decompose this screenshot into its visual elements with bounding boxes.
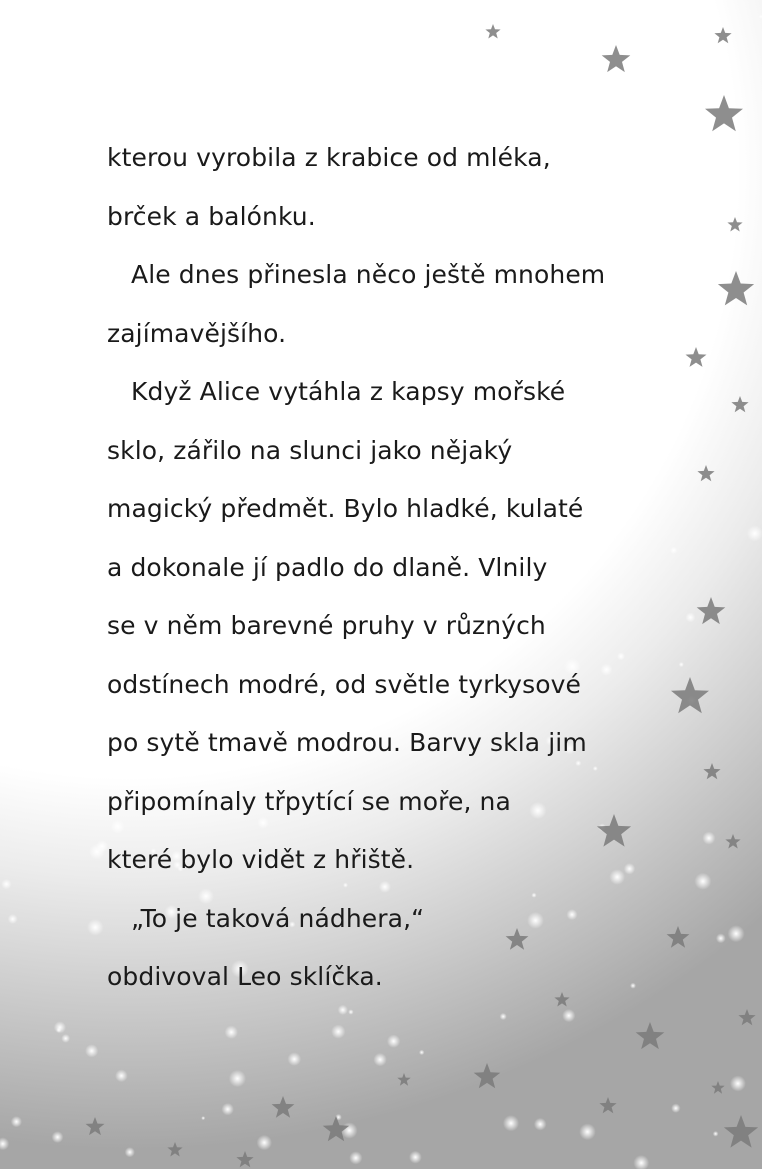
sparkle (387, 1035, 400, 1048)
text-line: po sytě tmavě modrou. Barvy skla jim (107, 728, 587, 757)
sparkle (85, 1044, 98, 1057)
sparkle (331, 1025, 345, 1039)
sparkle (229, 1070, 246, 1087)
sparkle (531, 893, 536, 898)
text-line: se v něm barevné pruhy v různých (107, 611, 546, 640)
text-line: připomínaly třpytící se moře, na (107, 786, 511, 816)
sparkle (529, 802, 546, 819)
sparkle (713, 1131, 719, 1137)
text-line: kterou vyrobila z krabice od mléka, (107, 143, 551, 172)
text-line: které bylo vidět z hřiště. (107, 845, 415, 874)
sparkle (562, 1009, 575, 1022)
sparkle (694, 873, 711, 890)
sparkle (409, 1151, 422, 1164)
sparkle (679, 662, 684, 667)
text-line: obdivoval Leo sklíčka. (107, 962, 383, 991)
sparkle (343, 883, 348, 888)
sparkle (593, 766, 598, 771)
sparkle (373, 1053, 386, 1066)
text-line: a dokonale jí padlo do dlaně. Vlnily (107, 552, 548, 582)
sparkle (671, 1104, 680, 1113)
sparkle (702, 832, 715, 845)
text-line: brček a balónku. (107, 201, 316, 231)
sparkle (617, 652, 625, 660)
sparkle (338, 1005, 348, 1015)
text-line: magický předmět. Bylo hladké, kulaté (107, 494, 584, 523)
sparkle (1, 879, 11, 889)
sparkle (685, 612, 695, 622)
sparkle (349, 1151, 362, 1164)
sparkle (630, 983, 636, 989)
sparkle (609, 869, 625, 885)
sparkle (534, 1118, 547, 1131)
sparkle (527, 912, 544, 929)
text-line: sklo, zářilo na slunci jako nějaký (107, 435, 513, 465)
sparkle (201, 1116, 205, 1120)
sparkle (52, 1131, 64, 1143)
sparkle (125, 1147, 135, 1157)
sparkle (500, 1013, 507, 1020)
sparkle (11, 1116, 22, 1127)
sparkle (56, 1027, 61, 1032)
sparkle (567, 909, 578, 920)
text-line: Když Alice vytáhla z kapsy mořské (131, 377, 566, 406)
sparkle (379, 881, 391, 893)
sparkle (288, 1052, 302, 1066)
sparkle (111, 820, 125, 834)
sparkle (579, 1124, 596, 1141)
sparkle (716, 933, 726, 943)
sparkle (225, 1026, 238, 1039)
sparkle (8, 914, 18, 924)
text-line: Ale dnes přinesla něco ještě mnohem (131, 260, 606, 289)
sparkle (503, 1115, 519, 1131)
sparkle (624, 863, 635, 874)
sparkle (222, 1103, 234, 1115)
sparkle (115, 1070, 128, 1083)
sparkle (419, 1050, 424, 1055)
sparkle (728, 925, 745, 942)
text-line: zajímavějšího. (107, 318, 287, 348)
text-line: odstínech modré, od světle tyrkysové (107, 669, 581, 699)
text-line: „To je taková nádhera,“ (131, 903, 425, 933)
sparkle (257, 1135, 272, 1150)
sparkle (87, 919, 104, 936)
sparkle (61, 1034, 70, 1043)
sparkle (730, 1076, 746, 1092)
sparkle (348, 1009, 353, 1014)
sparkle (600, 664, 612, 676)
sparkle (341, 1122, 357, 1138)
sparkle (670, 547, 677, 554)
